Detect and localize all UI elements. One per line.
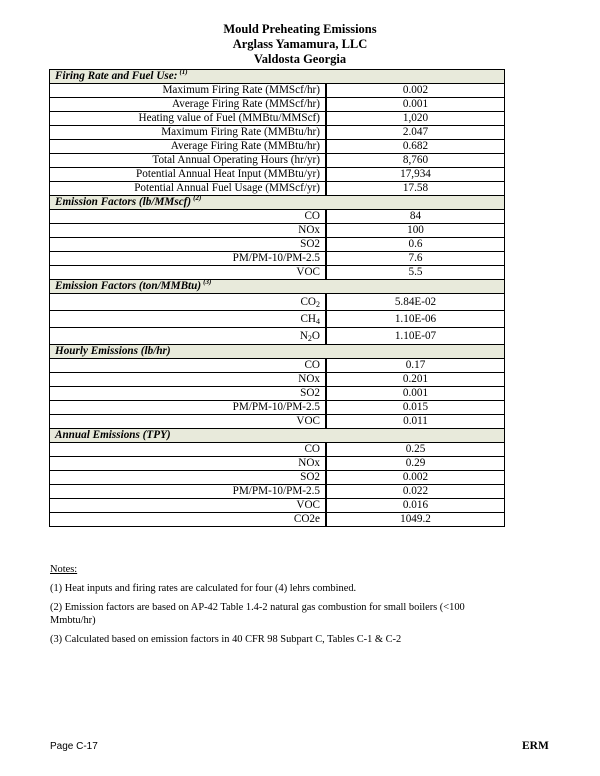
row-label: VOC — [50, 266, 327, 280]
section-header-firing-rate — [50, 70, 505, 84]
table-row — [50, 373, 505, 387]
row-value: 0.682 — [326, 140, 505, 154]
section-title: Annual Emissions (TPY) — [50, 429, 505, 443]
emissions-table — [49, 69, 505, 527]
notes-section — [50, 563, 510, 652]
row-value: 1.10E-06 — [326, 311, 505, 328]
table-row — [50, 112, 505, 126]
row-label: Potential Annual Fuel Usage (MMScf/yr) — [50, 182, 327, 196]
table-row — [50, 415, 505, 429]
table-row — [50, 485, 505, 499]
section-header-annual-emissions — [50, 429, 505, 443]
row-label: PM/PM-10/PM-2.5 — [50, 485, 327, 499]
section-title: Hourly Emissions (lb/hr) — [50, 345, 505, 359]
row-label: VOC — [50, 415, 327, 429]
table-row — [50, 224, 505, 238]
row-value: 0.016 — [326, 499, 505, 513]
table-row — [50, 294, 505, 311]
row-value: 0.002 — [326, 84, 505, 98]
row-value: 0.17 — [326, 359, 505, 373]
row-label: VOC — [50, 499, 327, 513]
table-row — [50, 238, 505, 252]
footnote-ref: (1) — [179, 68, 188, 76]
table-row — [50, 154, 505, 168]
table-row — [50, 252, 505, 266]
footnote-ref: (3) — [203, 278, 212, 286]
table-row — [50, 457, 505, 471]
row-label: Average Firing Rate (MMScf/hr) — [50, 98, 327, 112]
row-value: 0.001 — [326, 98, 505, 112]
section-header-hourly-emissions — [50, 345, 505, 359]
note-item: (1) Heat inputs and firing rates are calculated for four (4) lehrs combined. — [50, 583, 357, 594]
table-row — [50, 401, 505, 415]
row-value: 5.84E-02 — [326, 294, 505, 311]
row-value: 0.015 — [326, 401, 505, 415]
section-header-emission-factors-ton — [50, 280, 505, 294]
row-label: SO2 — [50, 471, 327, 485]
page-number: Page C-17 — [50, 741, 98, 752]
row-value: 1.10E-07 — [326, 328, 505, 345]
table-row — [50, 443, 505, 457]
section-title: Firing Rate and Fuel Use: — [55, 70, 178, 82]
facility-location: Valdosta Georgia — [253, 52, 347, 66]
row-label: $N_2O$ — [50, 328, 327, 345]
note-item: (3) Calculated based on emission factors in 40 CFR 98 Subpart C, Tables C-1 & C-2 — [50, 634, 402, 645]
row-value: 0.011 — [326, 415, 505, 429]
company-name: Arglass Yamamura, LLC — [232, 37, 368, 51]
row-value: 1,020 — [326, 112, 505, 126]
row-value: 0.6 — [326, 238, 505, 252]
row-value: 0.29 — [326, 457, 505, 471]
document-title: Mould Preheating Emissions — [223, 22, 377, 36]
table-row — [50, 499, 505, 513]
row-label: Maximum Firing Rate (MMScf/hr) — [50, 84, 327, 98]
row-value: 0.25 — [326, 443, 505, 457]
table-row — [50, 266, 505, 280]
row-label: SO2 — [50, 238, 327, 252]
table-row — [50, 84, 505, 98]
table-row — [50, 359, 505, 373]
row-label: CO — [50, 210, 327, 224]
row-label: PM/PM-10/PM-2.5 — [50, 401, 327, 415]
table-row — [50, 311, 505, 328]
row-value: 0.022 — [326, 485, 505, 499]
row-label: CO — [50, 359, 327, 373]
row-label: Average Firing Rate (MMBtu/hr) — [50, 140, 327, 154]
table-row — [50, 210, 505, 224]
table-row — [50, 471, 505, 485]
notes-heading: Notes: — [50, 564, 78, 575]
row-value: 8,760 — [326, 154, 505, 168]
row-value: 84 — [326, 210, 505, 224]
table-row — [50, 98, 505, 112]
row-value: 2.047 — [326, 126, 505, 140]
section-title: Emission Factors (lb/MMscf) — [55, 196, 192, 208]
row-label: CO2e — [50, 513, 327, 527]
note-item: (2) Emission factors are based on AP-42 Table 1.4-2 natural gas combustion for small boilers (<100 Mmbtu/hr) — [50, 602, 465, 626]
table-row — [50, 387, 505, 401]
table-row — [50, 182, 505, 196]
row-label: Maximum Firing Rate (MMBtu/hr) — [50, 126, 327, 140]
table-row — [50, 513, 505, 527]
row-label: NOx — [50, 373, 327, 387]
row-label: NOx — [50, 457, 327, 471]
row-label: PM/PM-10/PM-2.5 — [50, 252, 327, 266]
table-row — [50, 126, 505, 140]
table-row — [50, 328, 505, 345]
row-value: 17.58 — [326, 182, 505, 196]
row-label: Potential Annual Heat Input (MMBtu/yr) — [50, 168, 327, 182]
row-value: 5.5 — [326, 266, 505, 280]
section-title: Emission Factors (ton/MMBtu) — [55, 280, 202, 292]
row-label: SO2 — [50, 387, 327, 401]
document-header — [0, 22, 600, 67]
row-value: 1049.2 — [326, 513, 505, 527]
footer-brand: ERM — [522, 740, 549, 752]
row-value: 0.001 — [326, 387, 505, 401]
row-label: $CO_2$ — [50, 294, 327, 311]
row-value: 0.201 — [326, 373, 505, 387]
table-row — [50, 140, 505, 154]
row-label: $CH_4$ — [50, 311, 327, 328]
section-header-emission-factors-lb — [50, 196, 505, 210]
row-value: 7.6 — [326, 252, 505, 266]
row-label: Heating value of Fuel (MMBtu/MMScf) — [50, 112, 327, 126]
row-label: NOx — [50, 224, 327, 238]
row-label: CO — [50, 443, 327, 457]
row-value: 0.002 — [326, 471, 505, 485]
row-label: Total Annual Operating Hours (hr/yr) — [50, 154, 327, 168]
row-value: 17,934 — [326, 168, 505, 182]
table-row — [50, 168, 505, 182]
footnote-ref: (2) — [193, 194, 202, 202]
row-value: 100 — [326, 224, 505, 238]
